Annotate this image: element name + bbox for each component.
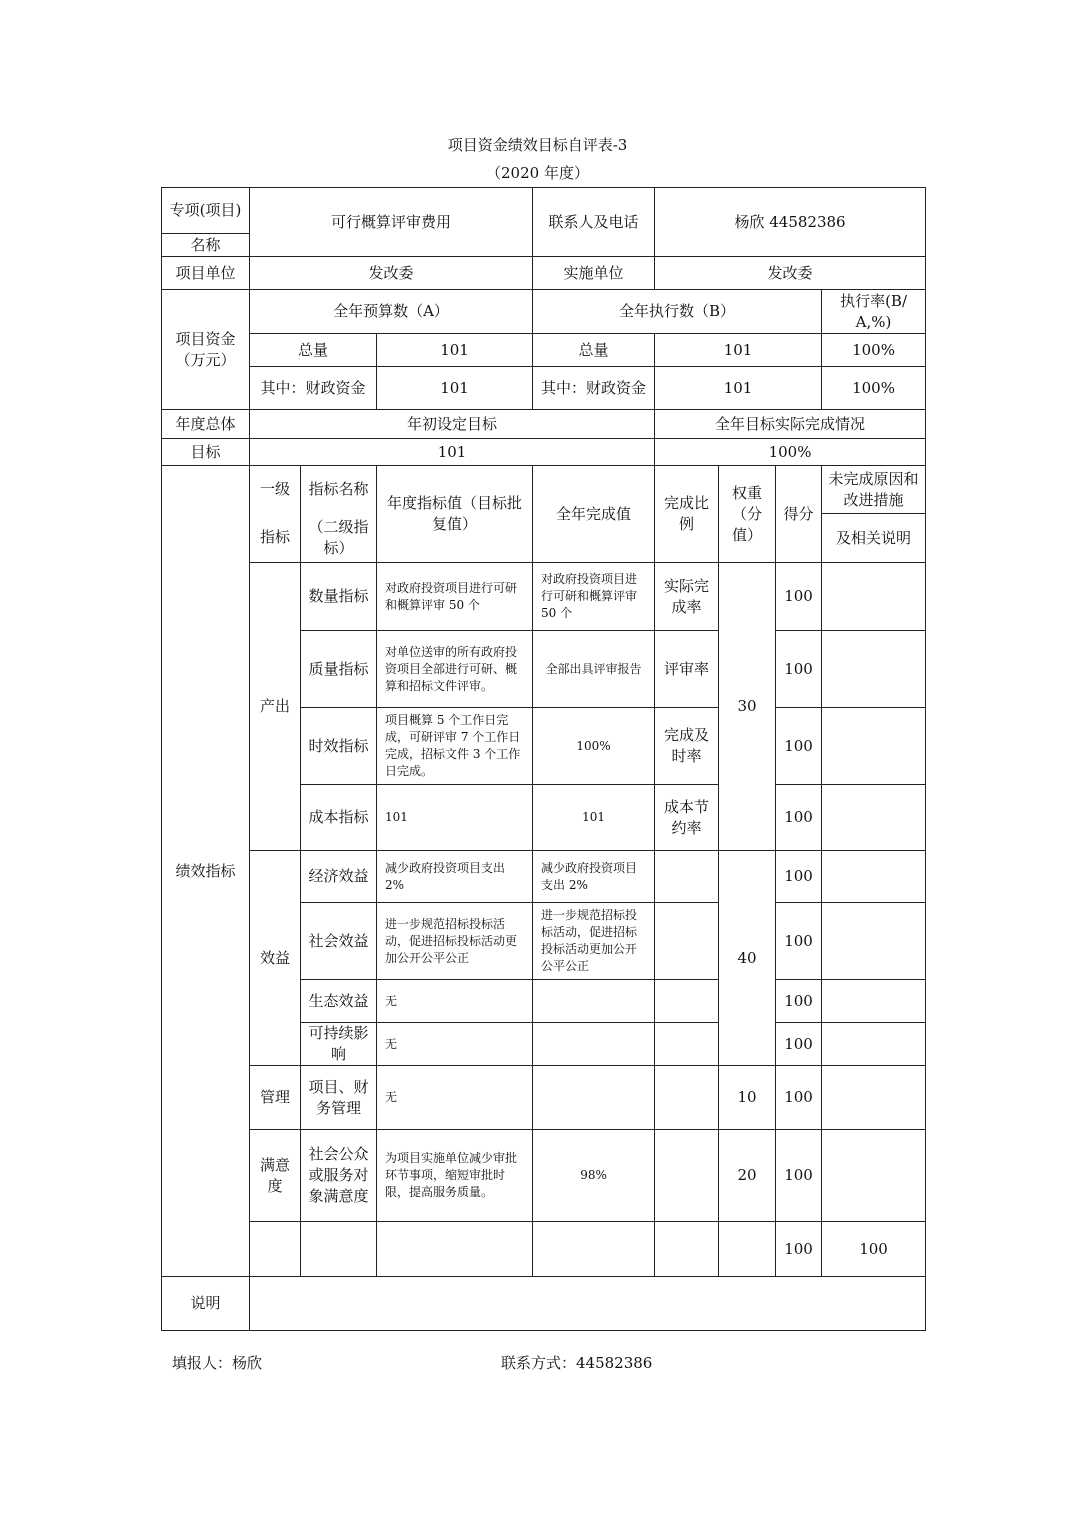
project-name-value: 可行概算评审费用	[250, 188, 533, 257]
group-output: 产出	[250, 563, 301, 851]
indicator-score: 100	[776, 1023, 822, 1066]
indicator-ratio: 完成及时率	[655, 708, 719, 785]
indicator-reason	[822, 903, 926, 980]
indicator-name: 数量指标	[301, 563, 377, 631]
indicator-reason	[822, 785, 926, 851]
project-unit-value: 发改委	[250, 257, 533, 290]
indicator-target: 减少政府投资项目支出 2%	[377, 851, 533, 903]
annual-actual-header: 全年目标实际完成情况	[655, 410, 926, 439]
group-benefit: 效益	[250, 851, 301, 1066]
funds-total-label-a: 总量	[250, 334, 377, 367]
indicator-name: 可持续影响	[301, 1023, 377, 1066]
indicator-done: 98%	[533, 1130, 655, 1222]
annual-actual-value: 100%	[655, 439, 926, 466]
indicator-reason	[822, 1066, 926, 1130]
done-header: 全年完成值	[533, 466, 655, 563]
indicator-ratio	[655, 1023, 719, 1066]
total-empty-cell	[301, 1222, 377, 1277]
name-header-top: 指标名称	[301, 466, 377, 514]
group-satisfy: 满意度	[250, 1130, 301, 1222]
ratio-header: 完成比例	[655, 466, 719, 563]
indicator-reason	[822, 1130, 926, 1222]
indicator-name: 经济效益	[301, 851, 377, 903]
annual-target-label-top: 年度总体	[162, 410, 250, 439]
level1-header-bottom: 指标	[250, 514, 301, 563]
indicator-score: 100	[776, 851, 822, 903]
note-label: 说明	[162, 1277, 250, 1331]
funds-total-label-b: 总量	[533, 334, 655, 367]
indicator-done: 对政府投资项目进行可研和概算评审 50 个	[533, 563, 655, 631]
contact-label: 联系人及电话	[533, 188, 655, 257]
reason-header-bottom: 及相关说明	[822, 514, 926, 563]
total-weight: 100	[776, 1222, 822, 1277]
indicator-score: 100	[776, 708, 822, 785]
indicator-done: 全部出具评审报告	[533, 631, 655, 708]
indicator-ratio	[655, 1130, 719, 1222]
indicator-score: 100	[776, 785, 822, 851]
contact-value: 杨欣 44582386	[655, 188, 926, 257]
indicator-ratio: 评审率	[655, 631, 719, 708]
total-empty-cell	[377, 1222, 533, 1277]
group-manage: 管理	[250, 1066, 301, 1130]
reason-header-top: 未完成原因和改进措施	[822, 466, 926, 514]
annual-target-label-bottom: 目标	[162, 439, 250, 466]
funds-total-a: 101	[377, 334, 533, 367]
indicator-score: 100	[776, 1066, 822, 1130]
indicator-name: 生态效益	[301, 980, 377, 1023]
total-score: 100	[822, 1222, 926, 1277]
indicator-ratio	[655, 851, 719, 903]
indicator-target: 为项目实施单位减少审批环节事项，缩短审批时限，提高服务质量。	[377, 1130, 533, 1222]
indicator-target: 无	[377, 1023, 533, 1066]
funds-fiscal-label-a: 其中：财政资金	[250, 367, 377, 410]
impl-unit-value: 发改委	[655, 257, 926, 290]
indicator-name: 社会效益	[301, 903, 377, 980]
indicator-done	[533, 1066, 655, 1130]
indicator-ratio	[655, 1066, 719, 1130]
document-year: （2020 年度）	[486, 164, 589, 182]
name-header-bottom: （二级指标）	[301, 514, 377, 563]
filler-name: 填报人：杨欣	[172, 1354, 263, 1372]
indicator-target: 对政府投资项目进行可研和概算评审 50 个	[377, 563, 533, 631]
indicator-done: 100%	[533, 708, 655, 785]
indicator-name: 成本指标	[301, 785, 377, 851]
self-evaluation-table	[161, 187, 926, 1331]
target-header: 年度指标值（目标批复值）	[377, 466, 533, 563]
indicator-reason	[822, 631, 926, 708]
weight-header: 权重（分值）	[719, 466, 776, 563]
indicator-done: 减少政府投资项目支出 2%	[533, 851, 655, 903]
annual-set-header: 年初设定目标	[250, 410, 655, 439]
funds-total-b: 101	[655, 334, 822, 367]
indicator-score: 100	[776, 980, 822, 1023]
indicator-name: 质量指标	[301, 631, 377, 708]
indicator-target: 无	[377, 980, 533, 1023]
indicator-ratio: 成本节约率	[655, 785, 719, 851]
level1-header-top: 一级	[250, 466, 301, 514]
indicator-name: 时效指标	[301, 708, 377, 785]
weight-output: 30	[719, 563, 776, 851]
indicator-target: 对单位送审的所有政府投资项目全部进行可研、概算和招标文件评审。	[377, 631, 533, 708]
rate-header: 执行率(B/A,%)	[822, 290, 926, 334]
total-empty-cell	[719, 1222, 776, 1277]
indicator-ratio	[655, 903, 719, 980]
funds-total-rate: 100%	[822, 334, 926, 367]
filler-contact: 联系方式：44582386	[501, 1354, 653, 1372]
score-header: 得分	[776, 466, 822, 563]
project-name-label-top: 专项(项目)	[162, 188, 250, 234]
funds-fiscal-label-b: 其中：财政资金	[533, 367, 655, 410]
funds-fiscal-rate: 100%	[822, 367, 926, 410]
indicator-score: 100	[776, 563, 822, 631]
perf-label: 绩效指标	[162, 466, 250, 1277]
indicator-reason	[822, 708, 926, 785]
funds-fiscal-b: 101	[655, 367, 822, 410]
indicator-done	[533, 980, 655, 1023]
indicator-reason	[822, 563, 926, 631]
exec-header: 全年执行数（B）	[533, 290, 822, 334]
project-unit-label: 项目单位	[162, 257, 250, 290]
indicator-score: 100	[776, 1130, 822, 1222]
impl-unit-label: 实施单位	[533, 257, 655, 290]
indicator-name: 社会公众或服务对象满意度	[301, 1130, 377, 1222]
indicator-target: 101	[377, 785, 533, 851]
weight-manage: 10	[719, 1066, 776, 1130]
indicator-done: 进一步规范招标投标活动，促进招标投标活动更加公开公平公正	[533, 903, 655, 980]
indicator-score: 100	[776, 631, 822, 708]
indicator-done	[533, 1023, 655, 1066]
indicator-score: 100	[776, 903, 822, 980]
annual-set-value: 101	[250, 439, 655, 466]
funds-label: 项目资金（万元）	[162, 290, 250, 410]
indicator-name: 项目、财务管理	[301, 1066, 377, 1130]
total-empty-cell	[250, 1222, 301, 1277]
project-name-label-bottom: 名称	[162, 234, 250, 257]
indicator-target: 无	[377, 1066, 533, 1130]
weight-satisfy: 20	[719, 1130, 776, 1222]
indicator-reason	[822, 980, 926, 1023]
indicator-done: 101	[533, 785, 655, 851]
funds-fiscal-a: 101	[377, 367, 533, 410]
weight-benefit: 40	[719, 851, 776, 1066]
note-value	[250, 1277, 926, 1331]
document-title: 项目资金绩效目标自评表-3	[447, 136, 628, 154]
indicator-target: 项目概算 5 个工作日完成，可研评审 7 个工作日完成，招标文件 3 个工作日完成。	[377, 708, 533, 785]
indicator-reason	[822, 851, 926, 903]
indicator-target: 进一步规范招标投标活动，促进招标投标活动更加公开公平公正	[377, 903, 533, 980]
indicator-reason	[822, 1023, 926, 1066]
total-empty-cell	[533, 1222, 655, 1277]
indicator-ratio: 实际完成率	[655, 563, 719, 631]
total-empty-cell	[655, 1222, 719, 1277]
indicator-ratio	[655, 980, 719, 1023]
budget-header: 全年预算数（A）	[250, 290, 533, 334]
